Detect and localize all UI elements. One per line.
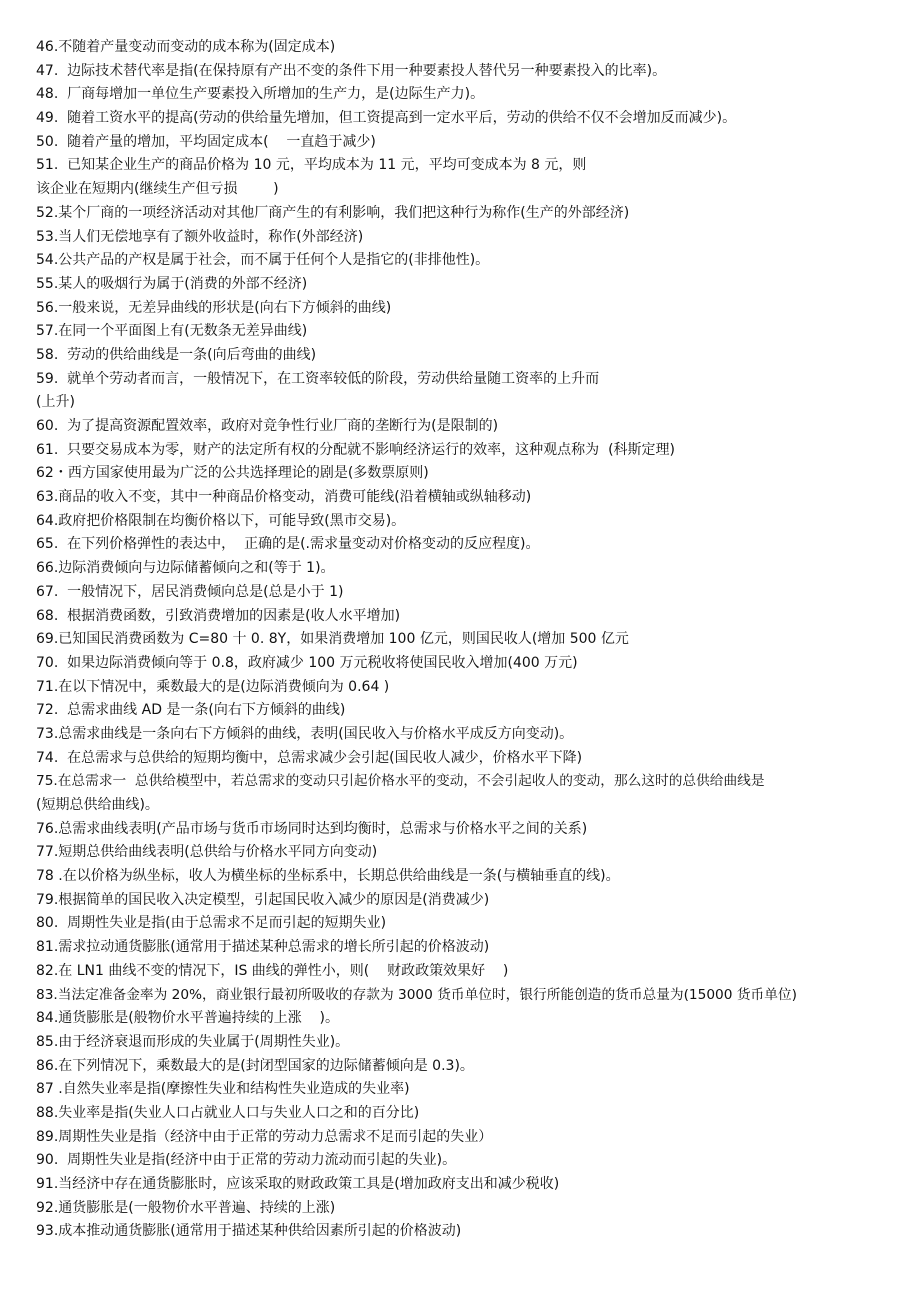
text-line: 86.在下列情况下，乘数最大的是(封闭型国家的边际储蓄倾向是 0.3)。 [36, 1057, 474, 1074]
text-line: 88.失业率是指(失业人口占就业人口与失业人口之和的百分比) [36, 1104, 420, 1121]
text-line: 79.根据简单的国民收入决定模型，引起国民收入减少的原因是(消费减少) [36, 891, 490, 908]
text-line: 90. 周期性失业是指(经济中由于正常的劳动力流动而引起的失业)。 [36, 1152, 457, 1169]
text-line: 68. 根据消费函数，引致消费增加的因素是(收人水平增加) [36, 607, 401, 624]
text-line: 62・西方国家使用最为广泛的公共选择理论的剧是(多数票原则) [36, 465, 429, 482]
text-line: 48. 厂商每增加一单位生产要素投入所增加的生产力，是(边际生产力)。 [36, 86, 485, 103]
text-line: 89.周期性失业是指（经济中由于正常的劳动力总需求不足而引起的失业） [36, 1128, 493, 1145]
text-line: 70. 如果边际消费倾向等于 0.8，政府减少 100 万元税收将使国民收入增加(400 万元) [36, 654, 578, 671]
text-line: 75.在总需求一 总供给模型中，若总需求的变动只引起价格水平的变动，不会引起收人的变动，那么这时的总供给曲线是 [36, 773, 765, 790]
text-line: 87 .自然失业率是指(摩擦性失业和结构性失业造成的失业率) [36, 1081, 410, 1098]
text-line: 71.在以下情况中，乘数最大的是(边际消费倾向为 0.64 ) [36, 678, 390, 695]
text-line: 51. 已知某企业生产的商品价格为 10 元，平均成本为 11 元，平均可变成本为 8 元，则 [36, 157, 587, 174]
text-line: 57.在同一个平面图上有(无数条无差异曲线) [36, 323, 308, 340]
text-line: 84.通货膨胀是(般物价水平普遍持续的上涨 )。 [36, 1010, 339, 1027]
text-line: 83.当法定准备金率为 20%，商业银行最初所吸收的存款为 3000 货币单位时，银行所能创造的货币总量为(15000 货币单位) [36, 986, 797, 1003]
text-line: 73.总需求曲线是一条向右下方倾斜的曲线，表明(国民收入与价格水平成反方向变动)。 [36, 725, 574, 742]
text-line: 46.不随着产量变动而变动的成本称为(固定成本) [36, 39, 336, 55]
text-line: 60. 为了提高资源配置效率，政府对竞争性行业厂商的垄断行为(是限制的) [36, 418, 499, 434]
text-line: 80. 周期性失业是指(由于总需求不足而引起的短期失业) [36, 915, 387, 932]
text-line: 56.一般来说，无差异曲线的形状是(向右下方倾斜的曲线) [36, 299, 392, 316]
text-line: 74. 在总需求与总供给的短期均衡中，总需求减少会引起(国民收人减少，价格水平下降) [36, 749, 583, 766]
text-line: 92.通货膨胀是(一般物价水平普遍、持续的上涨) [36, 1199, 336, 1216]
text-line: 69.已知国民消费函数为 C=80 十 0. 8Y，如果消费增加 100 亿元，则国民收人(增加 500 亿元 [36, 631, 629, 648]
text-line: 58. 劳动的供给曲线是一条(向后弯曲的曲线) [36, 346, 317, 363]
text-line: 81.需求拉动通货膨胀(通常用于描述某种总需求的增长所引起的价格波动) [36, 939, 490, 956]
text-line: 55.某人的吸烟行为属于(消费的外部不经济) [36, 275, 308, 292]
text-line: (上升) [36, 394, 75, 411]
text-line: 63.商品的收入不变，其中一种商品价格变动，消费可能线(沿着横轴或纵轴移动) [36, 489, 532, 506]
text-line: 52.某个厂商的一项经济活动对其他厂商产生的有利影响，我们把这种行为称作(生产的外部经济) [36, 204, 630, 221]
text-line: 82.在 LN1 曲线不变的情况下，IS 曲线的弹性小，则( 财政政策效果好 ) [36, 962, 509, 979]
text-line: 76.总需求曲线表明(产品市场与货币市场同时达到均衡时，总需求与价格水平之间的关系) [36, 820, 588, 837]
text-line: 91.当经济中存在通货膨胀时，应该采取的财政政策工具是(增加政府支出和减少税收) [36, 1176, 560, 1192]
text-line: 66.边际消费倾向与边际储蓄倾向之和(等于 1)。 [36, 560, 335, 577]
text-line: 50. 随着产量的增加，平均固定成本( 一直趋于减少) [36, 133, 376, 150]
text-line: 77.短期总供给曲线表明(总供给与价格水平同方向变动) [36, 844, 378, 861]
text-line: 53.当人们无偿地享有了额外收益时，称作(外部经济) [36, 228, 364, 245]
text-line: 该企业在短期内(继续生产但亏损 ) [36, 181, 279, 198]
text-line: 85.由于经济衰退而形成的失业属于(周期性失业)。 [36, 1033, 350, 1050]
text-line: 59. 就单个劳动者而言，一般情况下，在工资率较低的阶段，劳动供给量随工资率的上升而 [36, 370, 600, 387]
text-line: 47. 边际技术替代率是指(在保持原有产出不变的条件下用一种要素投人替代另一种要素投入的比率)。 [36, 62, 667, 79]
text-line: 78 .在以价格为纵坐标，收人为横坐标的坐标系中，长期总供给曲线是一条(与横轴垂直的线)。 [36, 868, 620, 885]
text-line: 93.成本推动通货膨胀(通常用于描述某种供给因素所引起的价格波动) [36, 1223, 462, 1240]
text-line: 72. 总需求曲线 AD 是一条(向右下方倾斜的曲线) [36, 702, 346, 719]
text-line: 54.公共产品的产权是属于社会，而不属于任何个人是指它的(非排他性)。 [36, 252, 490, 269]
text-line: 67. 一般情况下，居民消费倾向总是(总是小于 1) [36, 583, 344, 600]
text-line: 64.政府把价格限制在均衡价格以下，可能导致(黑市交易)。 [36, 512, 406, 529]
text-line: 61. 只要交易成本为零，财产的法定所有权的分配就不影响经济运行的效率，这种观点称为 (科斯定理) [36, 441, 675, 458]
text-line: (短期总供给曲线)。 [36, 797, 159, 813]
text-line: 65. 在下列价格弹性的表达中， 正确的是(.需求量变动对价格变动的反应程度)。 [36, 536, 540, 553]
text-line: 49. 随着工资水平的提高(劳动的供给量先增加，但工资提高到一定水平后，劳动的供给不仅不会增加反而减少)。 [36, 110, 737, 127]
